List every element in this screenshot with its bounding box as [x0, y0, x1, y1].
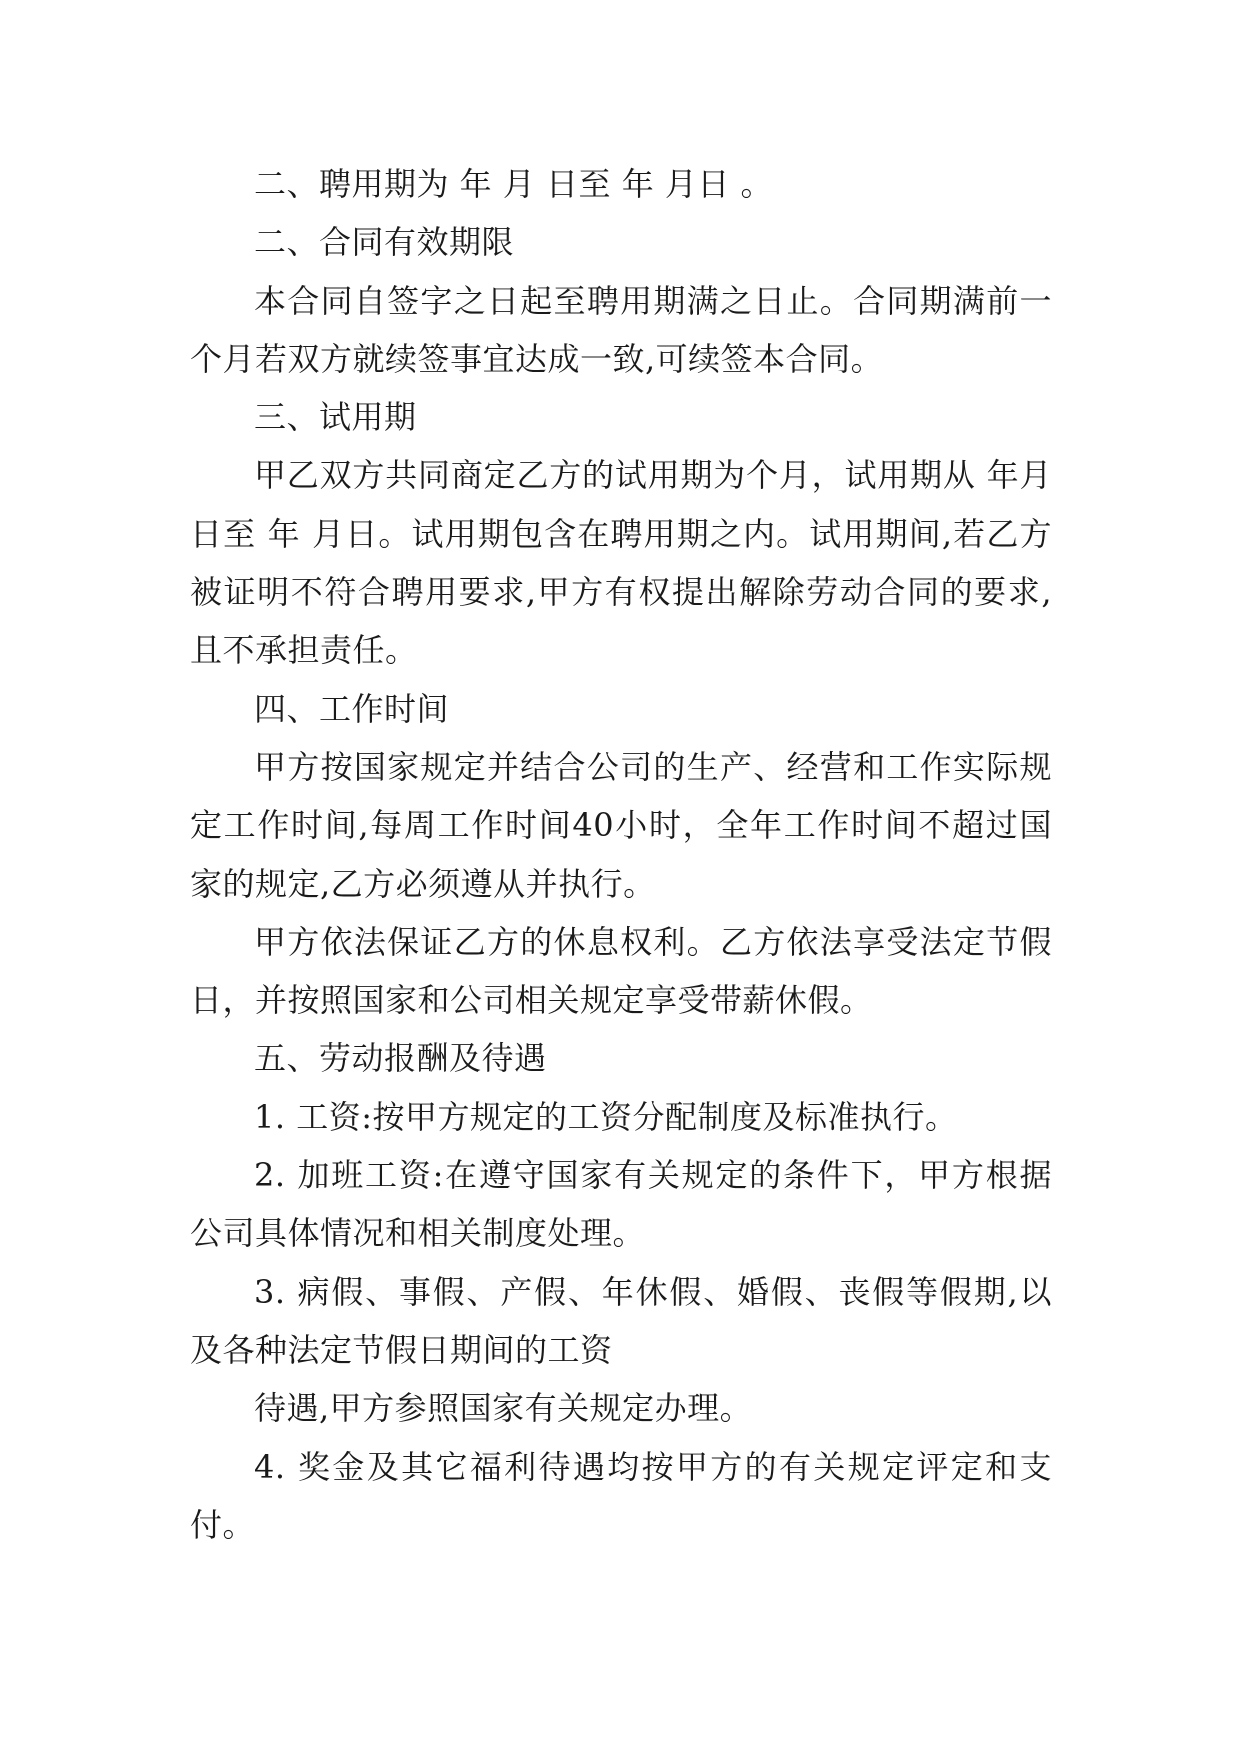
paragraph-contract-validity: 本合同自签字之日起至聘用期满之日止。合同期满前一个月若双方就续签事宜达成一致,可续签本合同。 — [190, 281, 1052, 378]
heading-compensation: 五、劳动报酬及待遇 — [254, 1039, 547, 1078]
heading-working-hours: 四、工作时间 — [254, 689, 450, 728]
paragraph-employment-period: 二、聘用期为 年 月 日至 年 月日 。 — [254, 165, 774, 203]
document-body — [190, 155, 1052, 1554]
paragraph-leave-pay-continued: 待遇,甲方参照国家有关规定办理。 — [254, 1389, 753, 1428]
heading-probation: 三、试用期 — [254, 398, 417, 437]
paragraph-bonus: 4. 奖金及其它福利待遇均按甲方的有关规定评定和支付。 — [190, 1447, 1052, 1544]
paragraph-working-hours: 甲方按国家规定并结合公司的生产、经营和工作实际规定工作时间,每周工作时间40小时，全年工作时间不超过国家的规定,乙方必须遵从并执行。 — [190, 747, 1052, 903]
paragraph-salary: 1. 工资:按甲方规定的工资分配制度及标准执行。 — [254, 1097, 958, 1136]
paragraph-probation: 甲乙双方共同商定乙方的试用期为个月，试用期从 年月 日至 年 月日。试用期包含在聘用期之内。试用期间,若乙方被证明不符合聘用要求,甲方有权提出解除劳动合同的要求,且不承担责任。 — [190, 456, 1052, 670]
heading-contract-validity: 二、合同有效期限 — [254, 223, 515, 262]
paragraph-rest-rights: 甲方依法保证乙方的休息权利。乙方依法享受法定节假日，并按照国家和公司相关规定享受带薪休假。 — [190, 922, 1052, 1020]
paragraph-overtime: 2. 加班工资:在遵守国家有关规定的条件下，甲方根据公司具体情况和相关制度处理。 — [190, 1156, 1052, 1253]
paragraph-leave-pay: 3. 病假、事假、产假、年休假、婚假、丧假等假期,以及各种法定节假日期间的工资 — [190, 1272, 1052, 1369]
